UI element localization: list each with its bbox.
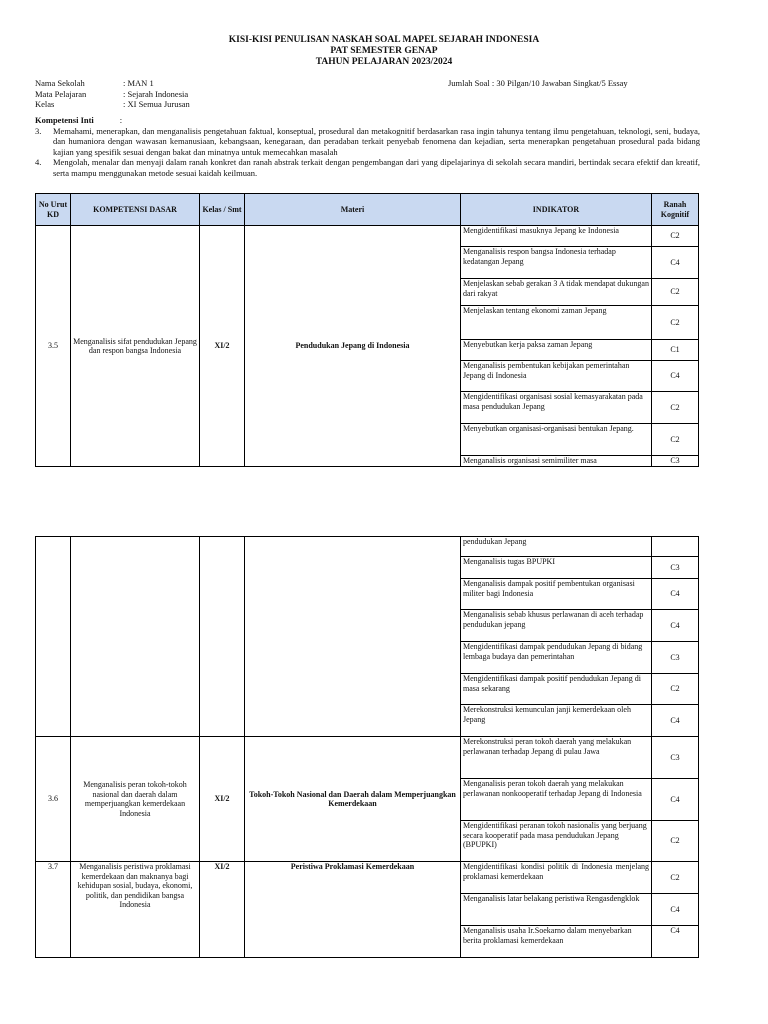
meta-sekolah [35,78,190,89]
header-kompetensi-dasar: KOMPETENSI DASAR [71,194,200,226]
header-ranah: Ranah Kognitif [652,194,699,226]
indikator-cell: Menganalisis organisasi semimiliter masa [461,456,652,467]
kelas-cell: XI/2 [200,862,245,958]
indikator-cell: Mengidentifikasi dampak pendudukan Jepang di bidang lembaga budaya dan pemerintahan [461,642,652,674]
indikator-cell: Menganalisis dampak positif pembentukan organisasi militer bagi Indonesia [461,579,652,610]
kd-number [36,537,71,737]
meta-label: Kelas [35,99,55,109]
ranah-cell: C4 [652,579,699,610]
meta-value: : XI Semua Jurusan [123,99,190,109]
indikator-cell: Menganalisis peran tokoh daerah yang melakukan perlawanan nonkooperatif terhadap Jepang di Indonesia [461,779,652,821]
indikator-cell: Mengidentifikasi peranan tokoh nasionalis yang berjuang secara kooperatif pada masa pendudukan Jepang (BPUPKI) [461,821,652,862]
materi-cell [245,537,461,737]
kd-number: 3.7 [36,862,71,958]
materi-cell: Tokoh-Tokoh Nasional dan Daerah dalam Memperjuangkan Kemerdekaan [245,737,461,862]
meta-label: Mata Pelajaran [35,88,87,99]
ranah-cell: C3 [652,456,699,467]
ki-number: 3. [35,125,42,136]
indikator-cell: Merekonstruksi kemunculan janji kemerdekaan oleh Jepang [461,705,652,737]
indikator-cell: Menganalisis usaha Ir.Soekarno dalam menyebarkan berita proklamasi kemerdekaan [461,926,652,958]
ranah-cell: C4 [652,705,699,737]
indikator-cell: Mengidentifikasi organisasi sosial kemasyarakatan pada masa pendudukan Jepang [461,392,652,424]
indikator-cell: Menjelaskan sebab gerakan 3 A tidak mendapat dukungan dari rakyat [461,279,652,306]
kelas-cell: XI/2 [200,226,245,467]
indikator-cell: Menganalisis respon bangsa Indonesia terhadap kedatangan Jepang [461,247,652,279]
ki-text: Mengolah, menalar dan menyaji dalam ranah konkret dan ranah abstrak terkait dengan pengembangan dari yang dipelajarinya di sekolah secara mandiri, bertindak secara efektif dan kreatif, serta mampu menggunakan metode sesuai kaidah keilmuan. [53,157,700,178]
indikator-cell: Menganalisis pembentukan kebijakan pemerintahan Jepang di Indonesia [461,361,652,392]
materi-cell: Peristiwa Proklamasi Kemerdekaan [245,862,461,958]
ranah-cell: C2 [652,279,699,306]
ranah-cell: C2 [652,306,699,340]
ranah-cell: C3 [652,557,699,579]
ki-item [35,126,700,158]
identity-block [35,78,190,110]
indikator-cell: Mengidentifikasi dampak positif pendudukan Jepang di masa sekarang [461,674,652,705]
ranah-cell: C2 [652,424,699,456]
jumlah-soal: Jumlah Soal : 30 Pilgan/10 Jawaban Singkat/5 Essay [448,78,628,88]
indikator-cell: Mengidentifikasi masuknya Jepang ke Indonesia [461,226,652,247]
document-title [0,35,768,68]
header-kelas: Kelas / Smt [200,194,245,226]
indikator-cell: Merekonstruksi peran tokoh daerah yang melakukan perlawanan terhadap Jepang di pulau Jawa [461,737,652,779]
meta-label: Nama Sekolah [35,78,85,88]
kisi-kisi-table [35,193,699,467]
header-indikator: INDIKATOR [461,194,652,226]
ki-text: Memahami, menerapkan, dan menganalisis pengetahuan faktual, konseptual, prosedural dan metakognitif berdasarkan rasa ingin tahunya tentang ilmu pengetahuan, teknologi, seni, budaya, dan humaniora dengan wawasan kemanusiaan, kebangsaan, kenegaraan, dan peradaban terkait penyebab fenomena dan kejadian, serta menerapkan pengetahuan prosedural pada bidang kajian yang spesifik sesuai dengan bakat dan minatnya untuk memecahkan masalah [53,125,700,157]
header-no: No Urut KD [36,194,71,226]
kompetensi-dasar-cell: Menganalisis peristiwa proklamasi kemerdekaan dan maknanya bagi kehidupan sosial, budaya, ekonomi, politik, dan pendidikan bangsa Indonesia [71,862,200,958]
ranah-cell: C2 [652,392,699,424]
ranah-cell: C1 [652,340,699,361]
kompetensi-inti [35,115,700,178]
table-row [36,537,699,557]
indikator-cell: Menganalisis latar belakang peristiwa Rengasdengklok [461,894,652,926]
indikator-cell: Menjelaskan tentang ekonomi zaman Jepang [461,306,652,340]
ranah-cell [652,537,699,557]
meta-value: : MAN 1 [123,78,154,88]
kompetensi-dasar-cell: Menganalisis sifat pendudukan Jepang dan respon bangsa Indonesia [71,226,200,467]
kelas-cell [200,537,245,737]
ranah-cell: C4 [652,361,699,392]
kd-number: 3.6 [36,737,71,862]
meta-kelas [35,99,190,110]
ki-heading [35,115,700,126]
indikator-cell: Mengidentifikasi kondisi politik di Indonesia menjelang proklamasi kemerdekaan [461,862,652,894]
kisi-kisi-table-continued [35,536,699,958]
ranah-cell: C4 [652,779,699,821]
ki-colon: : [119,115,123,125]
ranah-cell: C4 [652,926,699,958]
ranah-cell: C3 [652,642,699,674]
indikator-cell: Menganalisis sebab khusus perlawanan di aceh terhadap pendudukan jepang [461,610,652,642]
kompetensi-dasar-cell [71,537,200,737]
table-row [36,862,699,894]
ranah-cell: C4 [652,247,699,279]
table-header-row [36,194,699,226]
indikator-cell: Menyebutkan organisasi-organisasi bentukan Jepang. [461,424,652,456]
indikator-cell: Menyebutkan kerja paksa zaman Jepang [461,340,652,361]
ki-item [35,157,700,178]
table-row [36,737,699,779]
title-line-2: PAT SEMESTER GENAP [330,46,438,56]
kelas-cell: XI/2 [200,737,245,862]
table-row [36,226,699,247]
ranah-cell: C2 [652,674,699,705]
title-line-1: KISI-KISI PENULISAN NASKAH SOAL MAPEL SEJARAH INDONESIA [228,35,540,45]
materi-cell: Pendudukan Jepang di Indonesia [245,226,461,467]
kompetensi-dasar-cell: Menganalisis peran tokoh-tokoh nasional dan daerah dalam memperjuangkan kemerdekaan Indonesia [71,737,200,862]
header-materi: Materi [245,194,461,226]
ranah-cell: C2 [652,821,699,862]
ranah-cell: C3 [652,737,699,779]
indikator-cell: Menganalisis tugas BPUPKI [461,557,652,579]
title-line-3: TAHUN PELAJARAN 2023/2024 [315,57,453,67]
ranah-cell: C4 [652,610,699,642]
ranah-cell: C2 [652,862,699,894]
ranah-cell: C2 [652,226,699,247]
ranah-cell: C4 [652,894,699,926]
meta-mapel [35,89,190,100]
meta-value: : Sejarah Indonesia [123,88,189,99]
ki-number: 4. [35,157,42,167]
kd-number: 3.5 [36,226,71,467]
ki-title: Kompetensi Inti [35,115,94,125]
indikator-cell: pendudukan Jepang [461,537,652,557]
